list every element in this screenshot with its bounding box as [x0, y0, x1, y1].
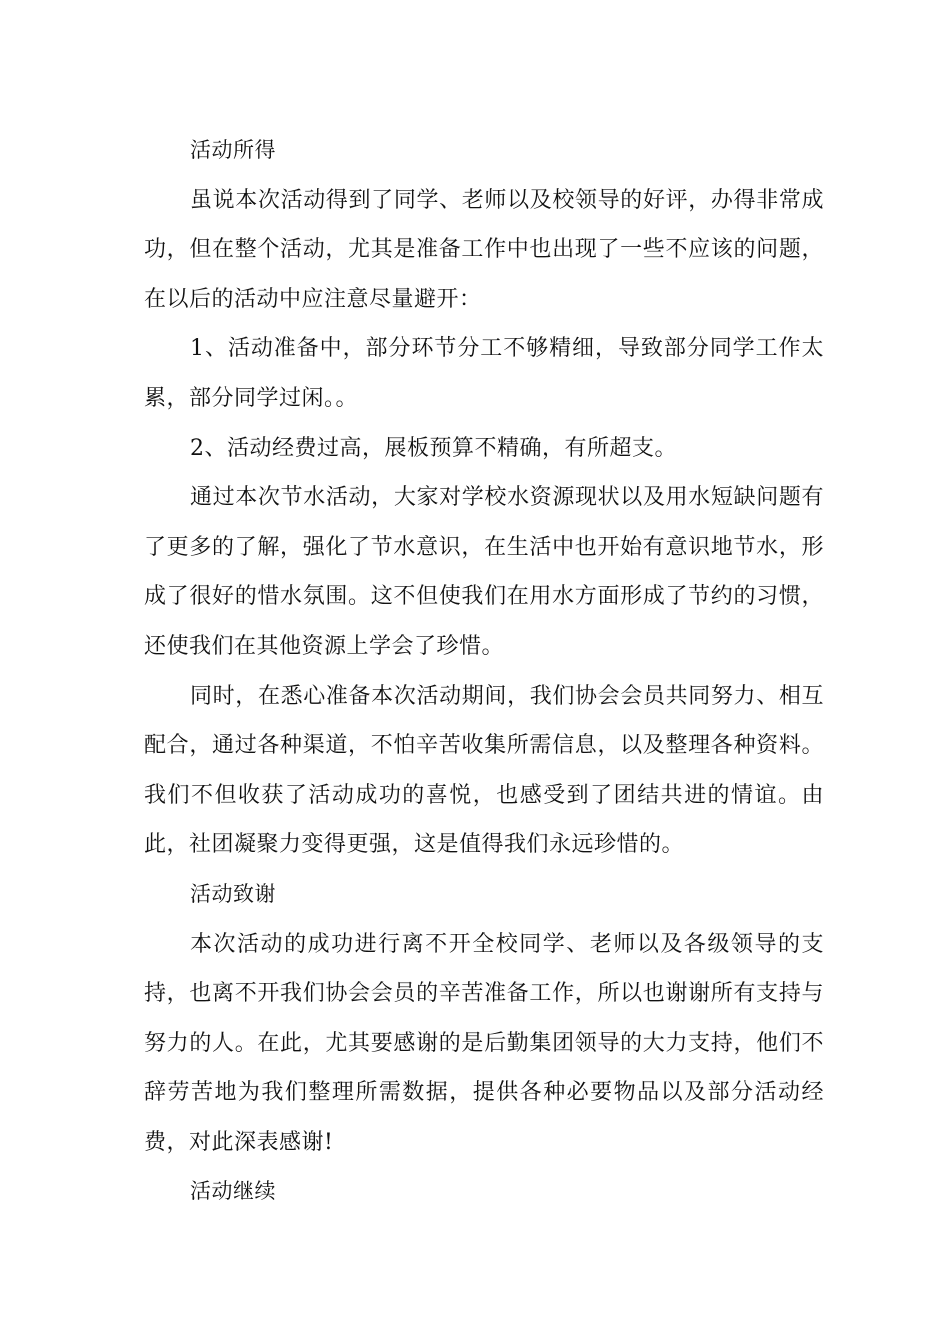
paragraph-intro: 虽说本次活动得到了同学、老师以及校领导的好评，办得非常成功，但在整个活动，尤其是准备工作中也出现了一些不应该的问题，在以后的活动中应注意尽量避开： [144, 187, 824, 312]
section-heading-continue: 活动继续 [190, 1179, 276, 1204]
paragraph-teamwork: 同时，在悉心准备本次活动期间，我们协会会员共同努力、相互配合，通过各种渠道，不怕辛苦收集所需信息，以及整理各种资料。我们不但收获了活动成功的喜悦，也感受到了团结共进的情谊。由此，社团凝聚力变得更强，这是值得我们永远珍惜的。 [144, 683, 824, 858]
paragraph-thanks: 本次活动的成功进行离不开全校同学、老师以及各级领导的支持，也离不开我们协会会员的辛苦准备工作，所以也谢谢所有支持与努力的人。在此，尤其要感谢的是后勤集团领导的大力支持，他们不辞劳苦地为我们整理所需数据，提供各种必要物品以及部分活动经费，对此深表感谢! [144, 931, 824, 1155]
section-heading-thanks: 活动致谢 [190, 881, 276, 906]
paragraph-water-awareness: 通过本次节水活动，大家对学校水资源现状以及用水短缺问题有了更多的了解，强化了节水意识，在生活中也开始有意识地节水，形成了很好的惜水氛围。这不但使我们在用水方面形成了节约的习惯，还使我们在其他资源上学会了珍惜。 [144, 485, 824, 659]
paragraph-issue-1: 1、活动准备中，部分环节分工不够精细，导致部分同学工作太累，部分同学过闲。。 [144, 336, 824, 411]
paragraph-issue-2: 2、活动经费过高，展板预算不精确，有所超支。 [190, 435, 677, 461]
section-heading-gains: 活动所得 [190, 138, 276, 162]
document-page [144, 126, 824, 1217]
